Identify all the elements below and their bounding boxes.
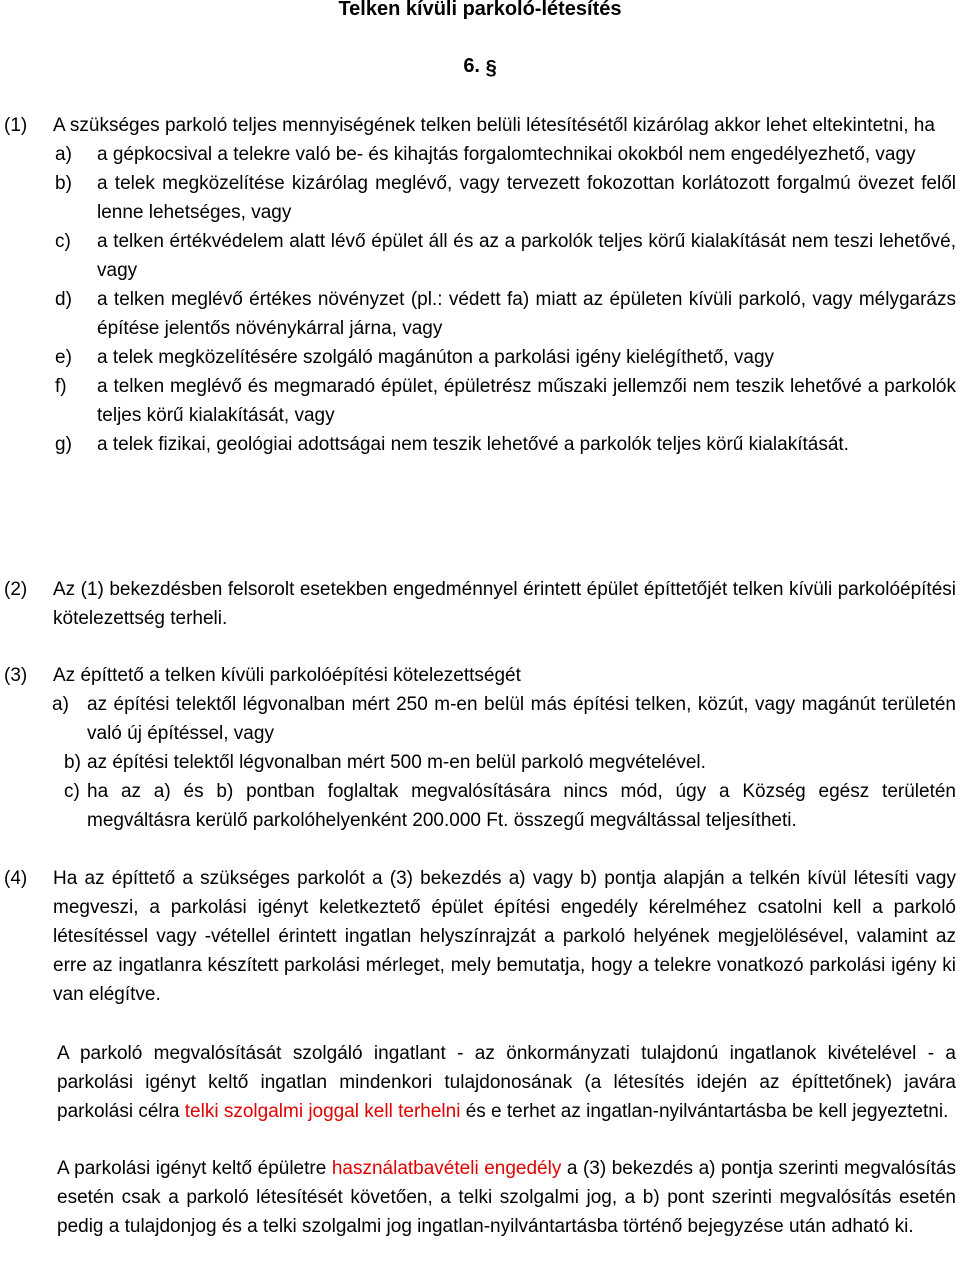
obligation-list <box>0 690 960 835</box>
item-label: b) <box>64 752 81 773</box>
item-label: d) <box>55 289 72 310</box>
paragraph-text: Az (1) bekezdésben felsorolt esetekben engedménnyel érintett épület építtetőjét telken kívüli parkolóépítési kötelezettség terheli. <box>53 579 956 629</box>
paragraph-number: (4) <box>4 868 28 889</box>
paragraph-occupancy <box>0 1154 960 1241</box>
paragraph-number: (1) <box>4 115 28 136</box>
list-item <box>55 227 956 285</box>
paragraph-text <box>57 1154 956 1241</box>
paragraph-easement <box>0 1039 960 1126</box>
paragraph-intro: A szükséges parkoló teljes mennyiségének telken belüli létesítésétől kizárólag akkor lehet eltekintetni, ha <box>53 115 935 136</box>
item-text: a telek megközelítésére szolgáló magánúton a parkolási igény kielégíthető, vagy <box>97 347 775 368</box>
list-item <box>55 430 956 459</box>
list-item <box>55 343 956 372</box>
condition-list <box>0 140 960 459</box>
text-run: a (3) bekezdés a) pontja szerinti megvalósítás esetén csak a parkoló létesítését követően, a telki szolgalmi jog, a b) pont szerinti megvalósítás esetén pedig a tulajdonjog és a telki szolgalmi jog ingatlan-nyilvántartásba történő bejegyzése után adható ki. <box>57 1158 956 1237</box>
paragraph-1 <box>0 111 960 459</box>
item-text: az építési telektől légvonalban mért 500 m-en belül parkoló megvételével. <box>87 752 706 773</box>
list-item <box>55 140 956 169</box>
paragraph-number: (3) <box>4 665 28 686</box>
list-item <box>64 748 956 777</box>
paragraph-3 <box>0 661 960 835</box>
section-heading <box>0 52 960 81</box>
list-item <box>55 169 956 227</box>
paragraph-intro: Az építtető a telken kívüli parkolóépítési kötelezettségét <box>53 665 521 686</box>
item-text: a telek fizikai, geológiai adottságai nem teszik lehetővé a parkolók teljes körű kialakítását. <box>97 434 849 455</box>
list-item <box>55 285 956 343</box>
item-text: a telek megközelítése kizárólag meglévő, vagy tervezett fokozottan korlátozott forgalmú övezet felől lenne lehetséges, vagy <box>97 173 956 223</box>
item-label: b) <box>55 173 72 194</box>
item-text: a gépkocsival a telekre való be- és kihajtás forgalomtechnikai okokból nem engedélyezhető, vagy <box>97 144 916 165</box>
text-run: és e terhet az ingatlan-nyilvántartásba be kell jegyeztetni. <box>460 1101 949 1122</box>
item-label: c) <box>55 231 71 252</box>
highlighted-text: telki szolgalmi joggal kell terhelni <box>184 1101 461 1122</box>
highlighted-text: használatbavételi engedély <box>331 1158 562 1179</box>
item-label: c) <box>64 781 80 802</box>
text-run: A parkolási igényt keltő épületre <box>57 1158 332 1179</box>
paragraph-text: Ha az építtető a szükséges parkolót a (3) bekezdés a) vagy b) pontja alapján a telkén kívül létesíti vagy megveszi, a parkolási igényt keletkeztető épület építési engedély kérelméhez csatolni kell a parkoló létesítéssel vagy -vétellel érintett ingatlan helyszínrajzát a parkoló helyének megjelölésével, valamint az erre az ingatlanra készített parkolási mérleget, mely bemutatja, hogy a telekre vonatkozó parkolási igény ki van elégítve. <box>53 868 956 1005</box>
item-text: a telken meglévő értékes növényzet (pl.: védett fa) miatt az épületen kívüli parkoló, vagy mélygarázs építése jelentős növénykárral járna, vagy <box>97 289 956 339</box>
paragraph-4 <box>0 864 960 1009</box>
item-label: f) <box>55 376 67 397</box>
item-label: g) <box>55 434 72 455</box>
document-title: Telken kívüli parkoló-létesítés <box>338 0 622 20</box>
list-item <box>64 777 956 835</box>
item-text: a telken értékvédelem alatt lévő épület áll és az a parkolók teljes körű kialakítását nem teszi lehetővé, vagy <box>97 231 956 281</box>
paragraph-text <box>57 1039 956 1126</box>
section-symbol: § <box>485 57 497 79</box>
item-label: a) <box>52 694 69 715</box>
item-text: az építési telektől légvonalban mért 250 m-en belül más építési telken, közút, vagy magánút területén való új építéssel, vagy <box>87 694 956 744</box>
item-label: a) <box>55 144 72 165</box>
list-item <box>52 690 956 748</box>
paragraph-number: (2) <box>4 579 28 600</box>
list-item <box>55 372 956 430</box>
item-label: e) <box>55 347 72 368</box>
section-number: 6. <box>463 55 480 77</box>
text-run: A parkoló megvalósítását szolgáló ingatlant - az önkormányzati tulajdonú ingatlanok kivételével - a parkolási igényt keltő ingatlan mindenkori tulajdonosának (a létesítés idején az építtetőnek) javára parkolási célra <box>57 1043 956 1122</box>
item-text: a telken meglévő és megmaradó épület, épületrész műszaki jellemzői nem teszik lehetővé a parkolók teljes körű kialakítását, vagy <box>97 376 956 426</box>
paragraph-2 <box>0 575 960 633</box>
item-text: ha az a) és b) pontban foglaltak megvalósítására nincs mód, úgy a Község egész területén megváltásra kerülő parkolóhelyenként 200.000 Ft. összegű megváltással teljesítheti. <box>87 781 956 831</box>
